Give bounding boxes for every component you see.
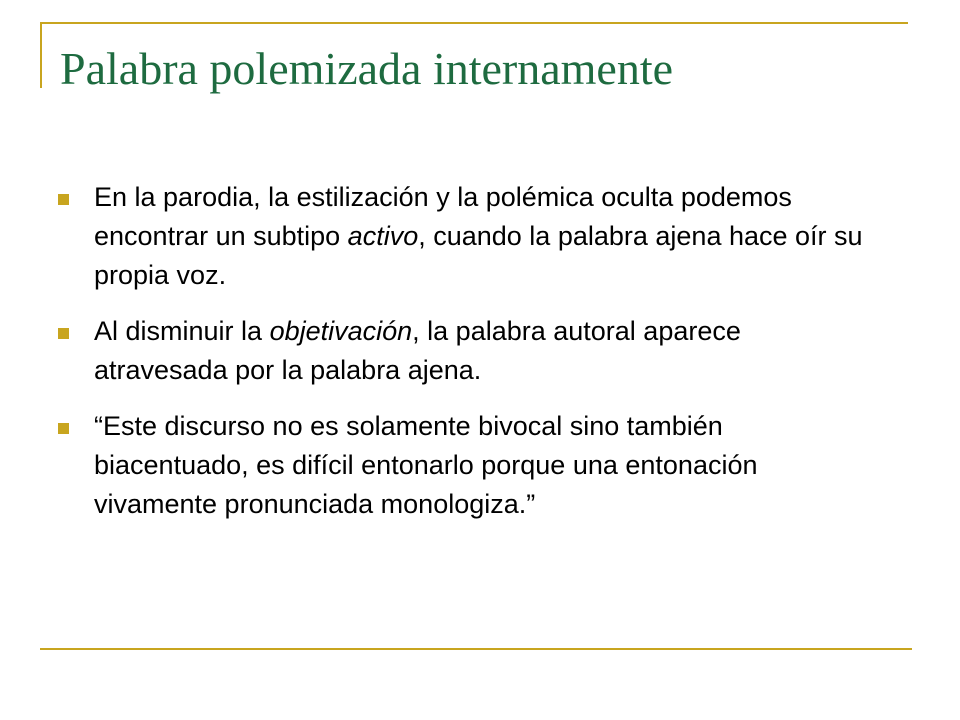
square-bullet-icon	[58, 423, 69, 434]
bullet-text	[94, 178, 878, 295]
bullet-item	[58, 407, 878, 524]
italic-term: activo	[347, 221, 419, 251]
quote-text: “Este discurso no es solamente bivocal sino también biacentuado, es difícil entonarlo porque una entonación vivamente pronunciada monologiza.”	[94, 411, 758, 519]
bullet-text	[94, 312, 878, 390]
italic-term: objetivación	[269, 316, 413, 346]
top-accent-rule	[40, 22, 908, 24]
slide-title: Palabra polemizada internamente	[60, 43, 674, 94]
bullet-item	[58, 178, 878, 295]
left-accent-rule	[40, 22, 42, 88]
text-segment: En la parodia, la estilización y la polémica oculta podemos encontrar un subtipo	[94, 182, 792, 251]
text-segment: , cuando la palabra ajena hace oír su propia voz.	[94, 221, 863, 290]
bullet-item	[58, 312, 878, 390]
square-bullet-icon	[58, 328, 69, 339]
square-bullet-icon	[58, 194, 69, 205]
bullet-list	[58, 178, 878, 541]
text-segment: , la palabra autoral aparece atravesada por la palabra ajena.	[94, 316, 741, 385]
text-segment: Al disminuir la	[94, 316, 270, 346]
bullet-text	[94, 407, 878, 524]
bottom-accent-rule	[40, 648, 912, 650]
